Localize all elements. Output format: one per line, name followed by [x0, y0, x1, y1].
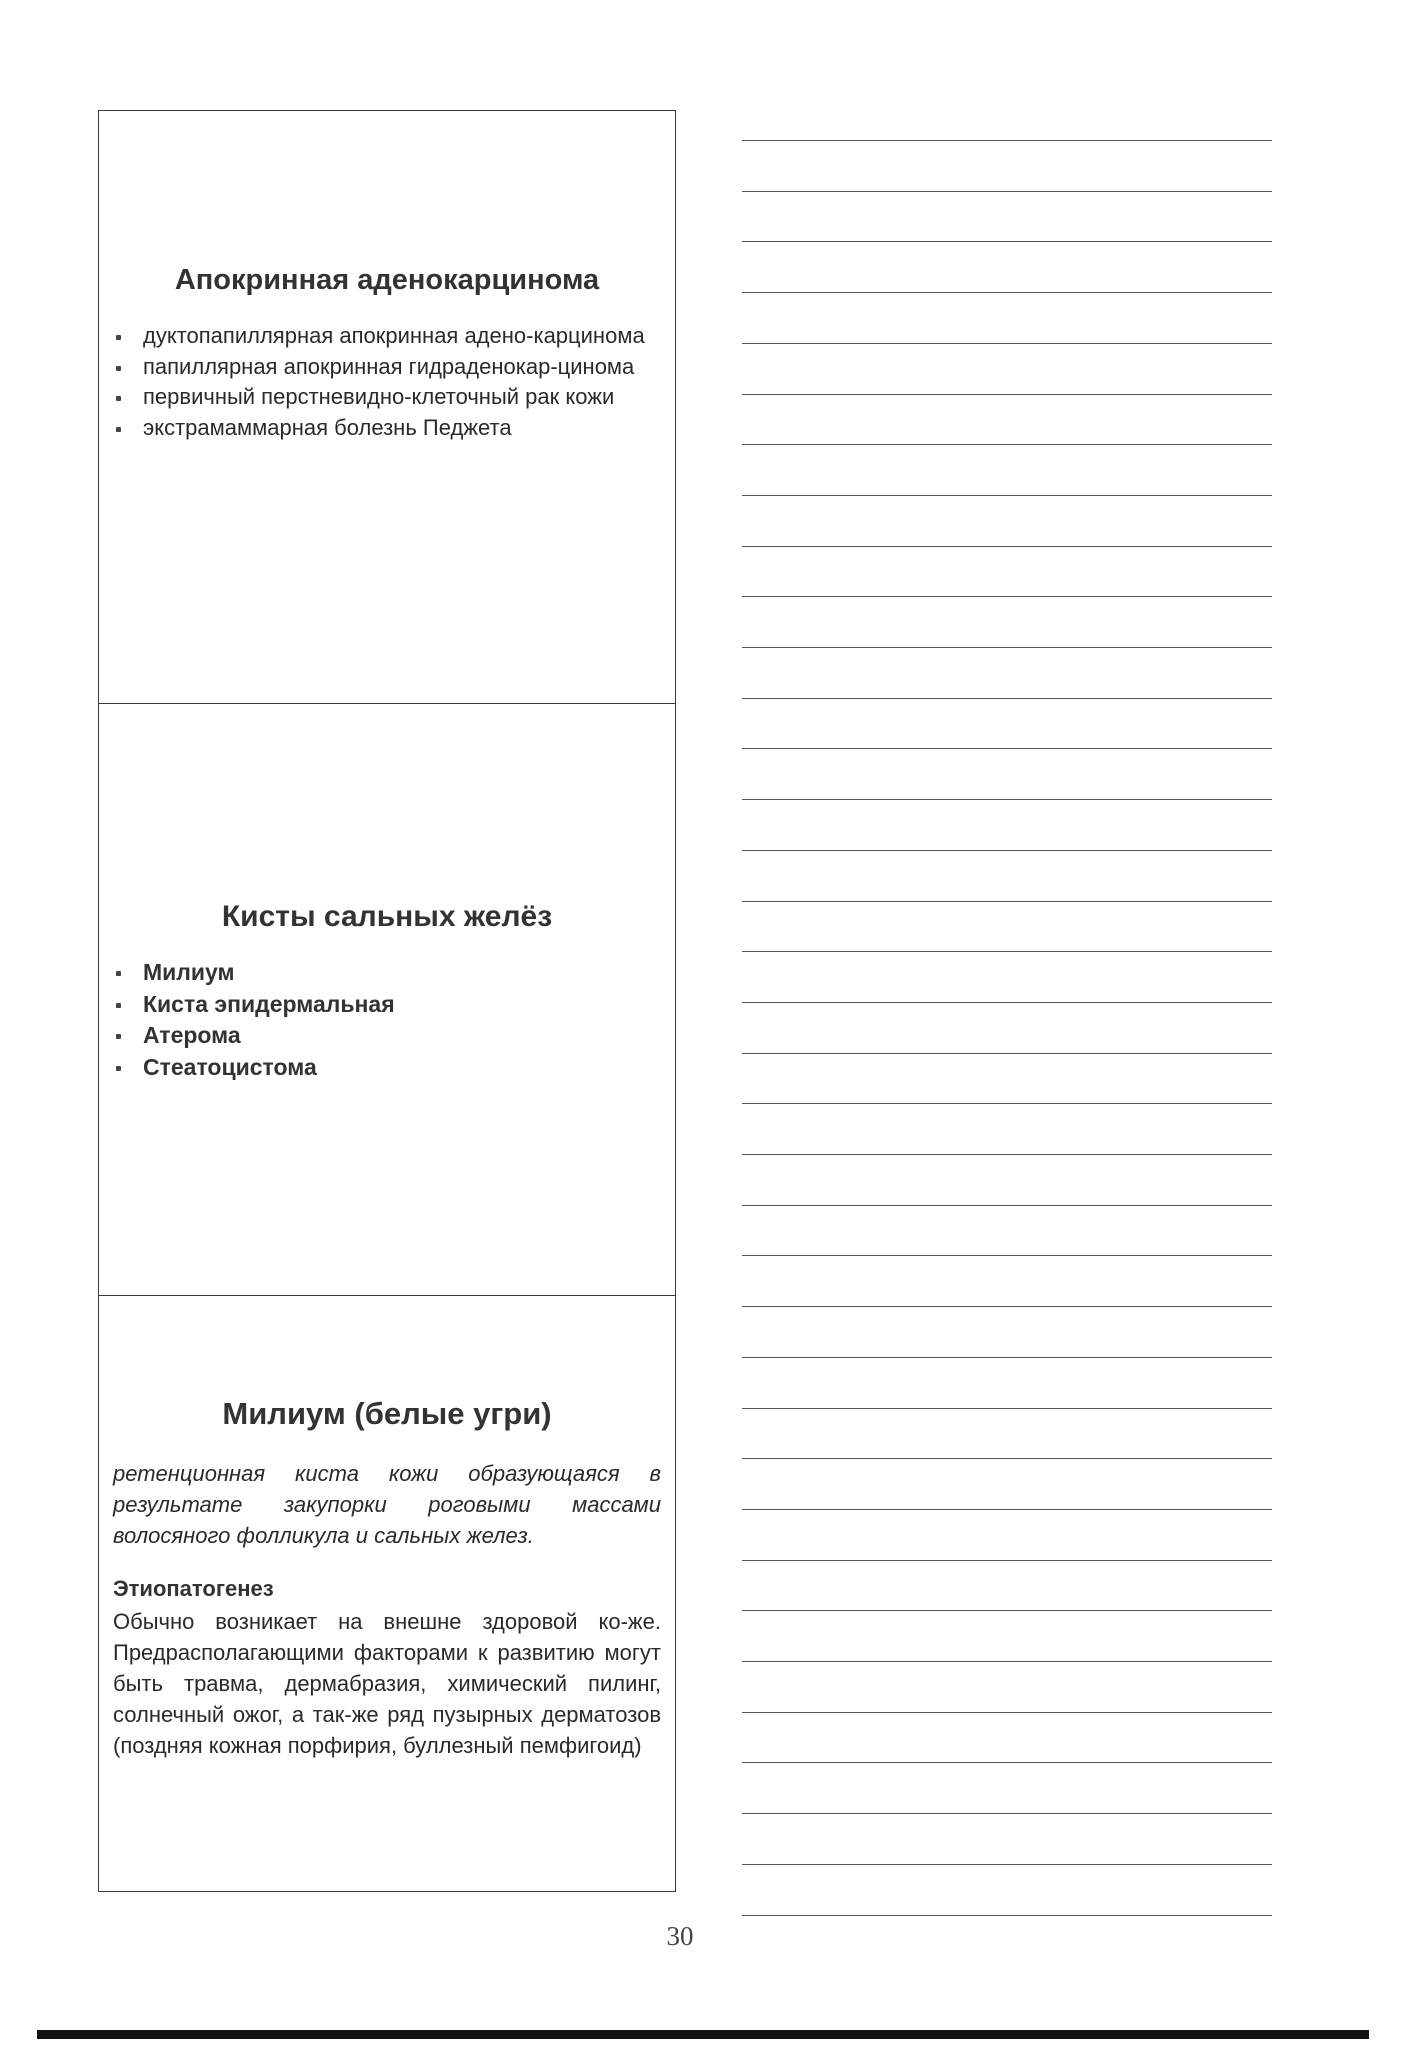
list-item: папиллярная апокринная гидраденокар-цинома: [113, 352, 661, 383]
note-line: [742, 850, 1272, 851]
list-item: Киста эпидермальная: [113, 989, 661, 1021]
note-line: [742, 698, 1272, 699]
notes-lines: [742, 0, 1272, 1900]
note-line: [742, 1154, 1272, 1155]
note-line: [742, 1712, 1272, 1713]
slide-sebaceous-cysts: [99, 703, 675, 1295]
note-line: [742, 140, 1272, 141]
list-item: экстрамаммарная болезнь Педжета: [113, 413, 661, 444]
note-line: [742, 191, 1272, 192]
note-line: [742, 546, 1272, 547]
slide-milium: [99, 1295, 675, 1891]
note-line: [742, 1306, 1272, 1307]
note-line: [742, 394, 1272, 395]
note-line: [742, 1661, 1272, 1662]
note-line: [742, 1610, 1272, 1611]
note-line: [742, 901, 1272, 902]
note-line: [742, 1255, 1272, 1256]
list-item: первичный перстневидно-клеточный рак кожи: [113, 382, 661, 413]
note-line: [742, 1053, 1272, 1054]
body-paragraph: Обычно возникает на внешне здоровой ко-же. Предрасполагающими факторами к развитию могут быть травма, дермабразия, химический пилинг, солнечный ожог, а так-же ряд пузырных дерматозов (поздняя кожная порфирия, буллезный пемфигоид): [113, 1609, 661, 1758]
note-line: [742, 1560, 1272, 1561]
note-line: [742, 1103, 1272, 1104]
bullet-list: [113, 321, 661, 443]
list-item: Атерома: [113, 1020, 661, 1052]
note-line: [742, 799, 1272, 800]
footer-bar: [37, 2030, 1369, 2039]
note-line: [742, 951, 1272, 952]
bullet-list: [113, 957, 661, 1083]
slide-title: Кисты сальных желёз: [221, 900, 553, 933]
list-item: дуктопапиллярная апокринная адено-карцинома: [113, 321, 661, 352]
note-line: [742, 495, 1272, 496]
note-line: [742, 1762, 1272, 1763]
definition-text: ретенционная киста кожи образующаяся в результате закупорки роговыми массами волосяного фолликула и сальных желез.: [113, 1461, 661, 1548]
list-item: Стеатоцистома: [113, 1052, 661, 1084]
note-line: [742, 292, 1272, 293]
note-line: [742, 1205, 1272, 1206]
note-line: [742, 1357, 1272, 1358]
note-line: [742, 444, 1272, 445]
note-line: [742, 1509, 1272, 1510]
slide-apocrine-adenocarcinoma: [99, 111, 675, 703]
note-line: [742, 1002, 1272, 1003]
section-heading: Этиопатогенез: [113, 1576, 274, 1601]
note-line: [742, 647, 1272, 648]
slide-frame: [98, 110, 676, 1892]
page-number: 30: [666, 1921, 694, 1951]
slide-title: Милиум (белые угри): [222, 1396, 552, 1431]
note-line: [742, 241, 1272, 242]
note-line: [742, 596, 1272, 597]
note-line: [742, 343, 1272, 344]
slide-title: Апокринная аденокарцинома: [174, 264, 600, 296]
note-line: [742, 1864, 1272, 1865]
note-line: [742, 1458, 1272, 1459]
note-line: [742, 1408, 1272, 1409]
list-item: Милиум: [113, 957, 661, 989]
note-line: [742, 1813, 1272, 1814]
note-line: [742, 748, 1272, 749]
note-line: [742, 1915, 1272, 1916]
